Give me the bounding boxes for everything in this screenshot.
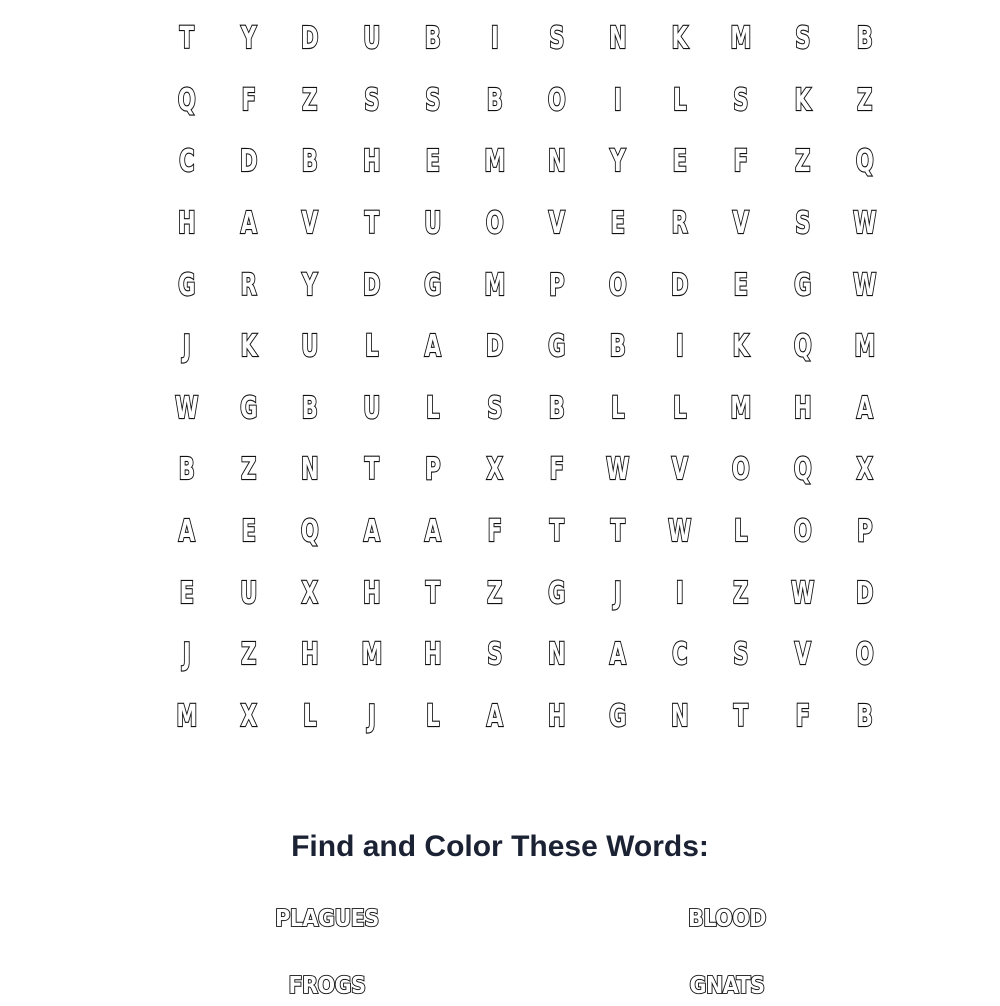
grid-letter[interactable]: M	[730, 390, 752, 426]
grid-letter[interactable]: Q	[301, 514, 319, 550]
grid-letter[interactable]: N	[547, 144, 566, 180]
grid-letter[interactable]: E	[733, 267, 749, 303]
grid-letter[interactable]: U	[239, 575, 257, 611]
grid-letter[interactable]: G	[547, 575, 566, 611]
grid-letter[interactable]: B	[548, 390, 565, 426]
grid-letter[interactable]: G	[239, 390, 258, 426]
word-search-grid	[156, 8, 896, 748]
grid-letter[interactable]: U	[363, 390, 381, 426]
grid-letter[interactable]: H	[177, 206, 196, 242]
grid-letter[interactable]: F	[487, 514, 502, 550]
grid-letter[interactable]: M	[484, 144, 506, 180]
grid-letter[interactable]: A	[609, 637, 627, 673]
grid-letter[interactable]: X	[301, 575, 319, 611]
grid-letter[interactable]: A	[425, 329, 442, 365]
grid-letter[interactable]: A	[856, 390, 873, 426]
grid-letter[interactable]: X	[240, 698, 257, 734]
grid-letter[interactable]: D	[855, 575, 874, 611]
grid-letter[interactable]: A	[363, 514, 380, 550]
grid-letter[interactable]: G	[547, 329, 566, 365]
grid-letter[interactable]: G	[609, 698, 627, 734]
grid-letter[interactable]: X	[486, 452, 503, 488]
grid-letter[interactable]: T	[610, 514, 626, 550]
grid-letter[interactable]: F	[241, 82, 256, 118]
grid-letter[interactable]: D	[362, 267, 381, 303]
grid-letter[interactable]: F	[733, 144, 749, 180]
grid-letter[interactable]: B	[856, 698, 873, 734]
grid-letter[interactable]: O	[547, 82, 566, 118]
grid-letter[interactable]: N	[301, 452, 319, 488]
grid-letter[interactable]: S	[487, 390, 503, 426]
grid-letter[interactable]: A	[486, 698, 503, 734]
grid-letter[interactable]: O	[855, 637, 874, 673]
grid-letter[interactable]: J	[182, 329, 191, 365]
grid-letter[interactable]: S	[733, 82, 749, 118]
grid-letter[interactable]: D	[239, 144, 258, 180]
grid-letter[interactable]: B	[856, 21, 873, 57]
grid-letter[interactable]: H	[362, 575, 381, 611]
grid-letter[interactable]: W	[175, 390, 199, 426]
grid-letter[interactable]: O	[485, 206, 504, 242]
grid-letter[interactable]: P	[548, 267, 565, 303]
grid-letter[interactable]: L	[611, 390, 625, 426]
grid-letter[interactable]: D	[301, 21, 319, 57]
grid-letter[interactable]: V	[548, 206, 565, 242]
grid-letter[interactable]: M	[484, 267, 506, 303]
grid-letter[interactable]: M	[853, 329, 875, 365]
grid-letter[interactable]: Z	[487, 575, 503, 611]
grid-letter[interactable]: A	[178, 514, 195, 550]
grid-letter[interactable]: I	[675, 329, 684, 365]
grid-letter[interactable]: B	[301, 144, 319, 180]
grid-letter[interactable]: B	[486, 82, 503, 118]
grid-letter[interactable]: D	[486, 329, 504, 365]
grid-letter[interactable]: D	[670, 267, 689, 303]
word-list-title: Find and Color These Words:	[291, 830, 709, 863]
grid-letter[interactable]: K	[671, 21, 688, 57]
grid-letter[interactable]: M	[176, 698, 198, 734]
word-list-item: BLOOD	[688, 906, 766, 932]
grid-letter[interactable]: E	[425, 144, 441, 180]
grid-letter[interactable]: O	[608, 267, 627, 303]
grid-letter[interactable]: K	[794, 82, 811, 118]
grid-letter[interactable]: T	[733, 698, 749, 734]
grid-letter[interactable]: Z	[733, 575, 749, 611]
grid-letter[interactable]: L	[734, 514, 748, 550]
grid-letter[interactable]: Y	[240, 21, 257, 57]
grid-letter[interactable]: N	[547, 637, 566, 673]
grid-letter[interactable]: W	[667, 514, 692, 550]
grid-letter[interactable]: Q	[793, 452, 812, 488]
grid-letter[interactable]: T	[364, 206, 379, 242]
grid-letter[interactable]: T	[549, 514, 564, 550]
grid-letter[interactable]: V	[301, 206, 319, 242]
grid-letter[interactable]: H	[424, 637, 442, 673]
grid-letter[interactable]: L	[303, 698, 317, 734]
grid-letter[interactable]: O	[732, 452, 751, 488]
grid-letter[interactable]: W	[791, 575, 815, 611]
grid-letter[interactable]: L	[672, 82, 687, 118]
grid-letter[interactable]: R	[671, 206, 688, 242]
grid-letter[interactable]: Z	[302, 82, 318, 118]
grid-letter[interactable]: B	[609, 329, 626, 365]
grid-letter[interactable]: Q	[177, 82, 196, 118]
grid-letter[interactable]: L	[672, 390, 687, 426]
grid-letter[interactable]: V	[732, 206, 750, 242]
grid-letter[interactable]: B	[425, 21, 442, 57]
grid-letter[interactable]: Z	[240, 637, 257, 673]
grid-letter[interactable]: U	[363, 21, 381, 57]
grid-letter[interactable]: S	[363, 82, 380, 118]
grid-letter[interactable]: E	[241, 514, 256, 550]
grid-letter[interactable]: H	[362, 144, 381, 180]
grid-letter[interactable]: Y	[302, 267, 318, 303]
grid-letter[interactable]: E	[672, 144, 687, 180]
grid-letter[interactable]: I	[490, 21, 499, 57]
grid-letter[interactable]: A	[240, 206, 257, 242]
grid-letter[interactable]: X	[856, 452, 873, 488]
grid-letter[interactable]: V	[671, 452, 688, 488]
grid-letter[interactable]: W	[852, 267, 876, 303]
grid-letter[interactable]: G	[178, 267, 196, 303]
grid-letter[interactable]: E	[179, 575, 194, 611]
grid-letter[interactable]: S	[795, 21, 811, 57]
grid-letter[interactable]: T	[425, 575, 441, 611]
grid-letter[interactable]: B	[301, 390, 319, 426]
grid-letter[interactable]: S	[487, 637, 503, 673]
grid-letter[interactable]: L	[426, 390, 440, 426]
grid-letter[interactable]: K	[240, 329, 257, 365]
grid-letter[interactable]: Q	[855, 144, 874, 180]
grid-letter[interactable]: R	[240, 267, 257, 303]
grid-letter[interactable]: M	[361, 637, 383, 673]
grid-letter[interactable]: S	[425, 82, 441, 118]
grid-letter[interactable]: G	[424, 267, 442, 303]
grid-letter[interactable]: N	[670, 698, 689, 734]
grid-letter[interactable]: N	[609, 21, 627, 57]
grid-letter[interactable]: Y	[610, 144, 626, 180]
grid-letter[interactable]: Z	[795, 144, 811, 180]
grid-letter[interactable]: I	[614, 82, 622, 118]
grid-letter[interactable]: H	[547, 698, 566, 734]
grid-letter[interactable]: W	[852, 206, 876, 242]
grid-letter[interactable]: M	[730, 21, 752, 57]
grid-letter[interactable]: I	[675, 575, 684, 611]
grid-letter[interactable]: J	[182, 637, 191, 673]
grid-letter[interactable]: S	[548, 21, 564, 57]
grid-letter[interactable]: O	[793, 514, 812, 550]
grid-letter[interactable]: P	[425, 452, 441, 488]
grid-letter[interactable]: W	[606, 452, 630, 488]
grid-letter[interactable]: S	[733, 637, 749, 673]
grid-letter[interactable]: F	[795, 698, 810, 734]
grid-letter[interactable]: K	[732, 329, 750, 365]
grid-letter[interactable]: P	[856, 514, 873, 550]
grid-letter[interactable]: V	[794, 637, 811, 673]
grid-letter[interactable]: G	[794, 267, 812, 303]
grid-letter[interactable]: J	[367, 698, 376, 734]
grid-letter[interactable]: S	[795, 206, 811, 242]
grid-letter[interactable]: T	[179, 21, 194, 57]
grid-letter[interactable]: C	[179, 144, 195, 180]
grid-letter[interactable]: Z	[856, 82, 872, 118]
grid-letter[interactable]: U	[424, 206, 442, 242]
word-list-item: GNATS	[689, 973, 765, 999]
grid-letter[interactable]: E	[610, 206, 626, 242]
grid-letter[interactable]: U	[301, 329, 319, 365]
grid-letter[interactable]: H	[301, 637, 319, 673]
grid-letter[interactable]: L	[426, 698, 440, 734]
grid-letter[interactable]: A	[425, 514, 442, 550]
word-list-item: FROGS	[288, 973, 366, 999]
grid-letter[interactable]: C	[671, 637, 688, 673]
grid-letter[interactable]: T	[364, 452, 379, 488]
grid-letter[interactable]: Z	[240, 452, 257, 488]
word-list-item: PLAGUES	[275, 906, 379, 932]
grid-letter[interactable]: B	[178, 452, 195, 488]
grid-letter[interactable]: F	[549, 452, 564, 488]
grid-letter[interactable]: L	[364, 329, 379, 365]
grid-letter[interactable]: Q	[793, 329, 812, 365]
grid-letter[interactable]: H	[793, 390, 812, 426]
grid-letter[interactable]: J	[614, 575, 622, 611]
